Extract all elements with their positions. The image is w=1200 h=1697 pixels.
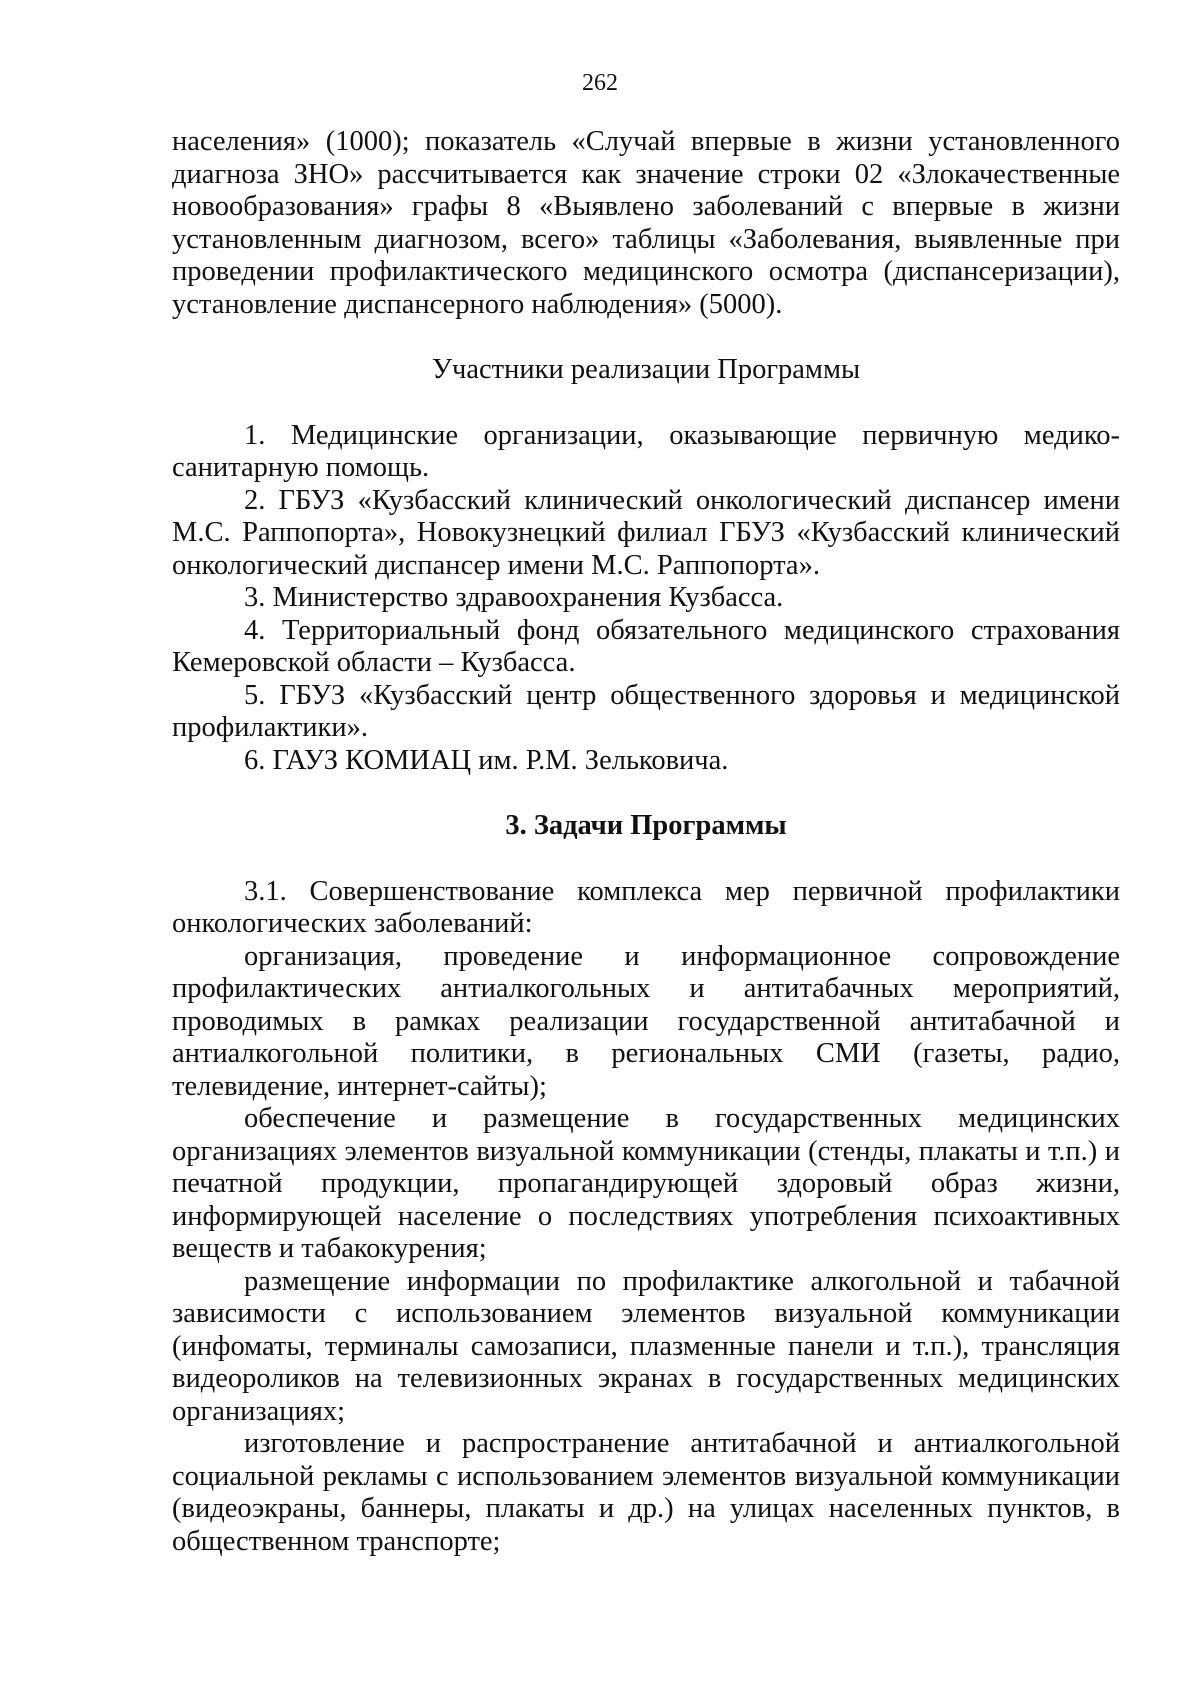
participant-item: 4. Территориальный фонд обязательного медицинского страхования Кемеровской области – Кузбасса.	[172, 614, 1120, 678]
task-paragraph: 3.1. Совершенствование комплекса мер первичной профилактики онкологических заболеваний:	[172, 875, 1120, 939]
participant-item: 5. ГБУЗ «Кузбасский центр общественного здоровья и медицинской профилактики».	[172, 679, 1120, 743]
section-heading: 3. Задачи Программы	[505, 810, 787, 841]
task-paragraph: организация, проведение и информационное сопровождение профилактических антиалкогольных и антитабачных мероприятий, проводимых в рамках реализации государственной антитабачной и антиалкогольной политики, в региональных СМИ (газеты, радио, телевидение, интернет-сайты);	[172, 940, 1120, 1102]
participant-item: 3. Министерство здравоохранения Кузбасса.	[244, 582, 784, 613]
participants-list	[172, 420, 1120, 778]
participant-item: 2. ГБУЗ «Кузбасский клинический онкологический диспансер имени М.С. Раппопорта», Новокузнецкий филиал ГБУЗ «Кузбасский клинический онкологический диспансер имени М.С. Раппопорта».	[172, 484, 1120, 581]
participant-item: 6. ГАУЗ КОМИАЦ им. Р.М. Зельковича.	[244, 744, 729, 776]
participants-heading: Участники реализации Программы	[431, 354, 861, 385]
document-body	[172, 126, 1120, 1558]
participant-item: 1. Медицинские организации, оказывающие первичную медико-санитарную помощь.	[172, 419, 1120, 483]
intro-paragraph: населения» (1000); показатель «Случай впервые в жизни установленного диагноза ЗНО» рассчитывается как значение строки 02 «Злокачественные новообразования» графы 8 «Выявлено заболеваний с впервые в жизни установленным диагнозом, всего» таблицы «Заболевания, выявленные при проведении профилактического медицинского осмотра (диспансеризации), установление диспансерного наблюдения» (5000).	[172, 126, 1120, 320]
tasks-section	[172, 876, 1120, 1559]
task-paragraph: размещение информации по профилактике алкогольной и табачной зависимости с использованием элементов визуальной коммуникации (инфоматы, терминалы самозаписи, плазменные панели и т.п.), трансляция видеороликов на телевизионных экранах в государственных медицинских организациях;	[172, 1265, 1120, 1427]
task-paragraph: изготовление и распространение антитабачной и антиалкогольной социальной рекламы с использованием элементов визуальной коммуникации (видеоэкраны, баннеры, плакаты и др.) на улицах населенных пунктов, в общественном транспорте;	[172, 1428, 1120, 1557]
page-number: 262	[582, 70, 618, 96]
task-paragraph: обеспечение и размещение в государственных медицинских организациях элементов визуальной коммуникации (стенды, плакаты и т.п.) и печатной продукции, пропагандирующей здоровый образ жизни, информирующей население о последствиях употребления психоактивных веществ и табакокурения;	[172, 1103, 1120, 1264]
